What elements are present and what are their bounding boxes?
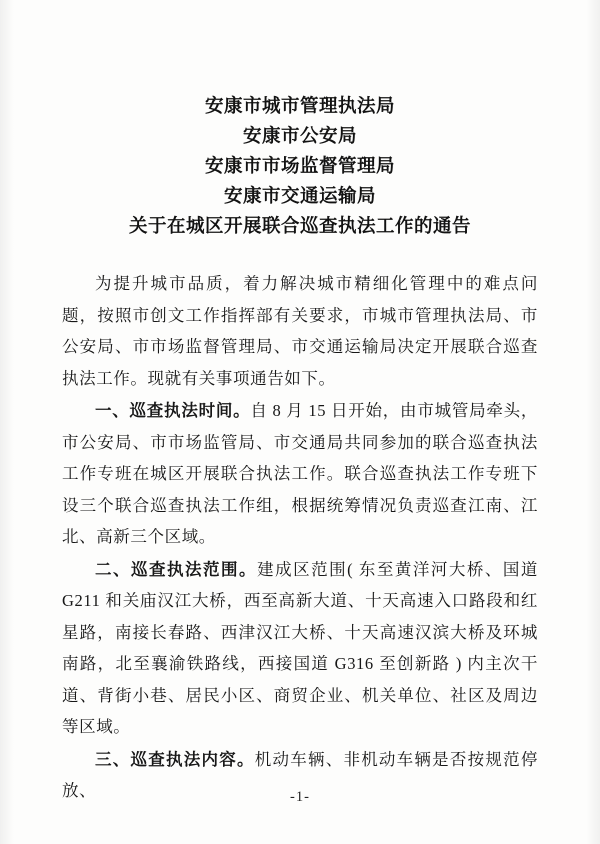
section-3-heading: 三、巡查执法内容。 [95,749,255,769]
title-line-1: 安康市城市管理执法局 [204,97,395,117]
paragraph-section-1 [62,395,538,553]
section-1-text: 自 8 月 15 日开始，由市城管局牵头，市公安局、市市场监管局、市交通局共同参加的联合巡查执法工作专班在城区开展联合执法工作。联合巡查执法工作专班下设三个联合巡查执法工作组，根据统筹情况负责巡查江南、江北、高新三个区域。 [62,401,538,546]
section-3-text: 机动车辆、非机动车辆是否按规范停放、 [62,749,538,800]
page-number: -1- [290,789,310,805]
section-1-heading: 一、巡查执法时间。 [95,401,251,420]
paragraph-intro [62,268,538,394]
title-line-5: 关于在城区开展联合巡查执法工作的通告 [128,217,471,237]
title-line-4: 安康市交通运输局 [223,187,376,207]
section-2-text: 建成区范围( 东至黄洋河大桥、国道 G211 和关庙汉江大桥，西至高新大道、十天高速入口路段和红星路，南接长春路、西津汉江大桥、十天高速汉滨大桥及环城南路，北至襄渝铁路线，西接国道 G316 至创新路 ) 内主次干道、背街小巷、居民小区、商贸企业、机关单位、社区及周边等区域。 [62,559,538,736]
section-2-heading: 二、巡查执法范围。 [95,559,258,579]
page-content [62,0,538,844]
title-line-2: 安康市公安局 [242,127,357,147]
title-line-3: 安康市市场监督管理局 [204,157,395,177]
document-body [62,268,538,807]
page-left-edge-shading [0,0,14,844]
document-title [62,92,538,242]
paragraph-section-2 [62,554,538,743]
paragraph-intro-text: 为提升城市品质，着力解决城市精细化管理中的难点问题，按照市创文工作指挥部有关要求，市城市管理执法局、市公安局、市市场监督管理局、市交通运输局决定开展联合巡查执法工作。现就有关事项通告如下。 [62,274,538,388]
page-right-edge-shading [586,0,600,844]
